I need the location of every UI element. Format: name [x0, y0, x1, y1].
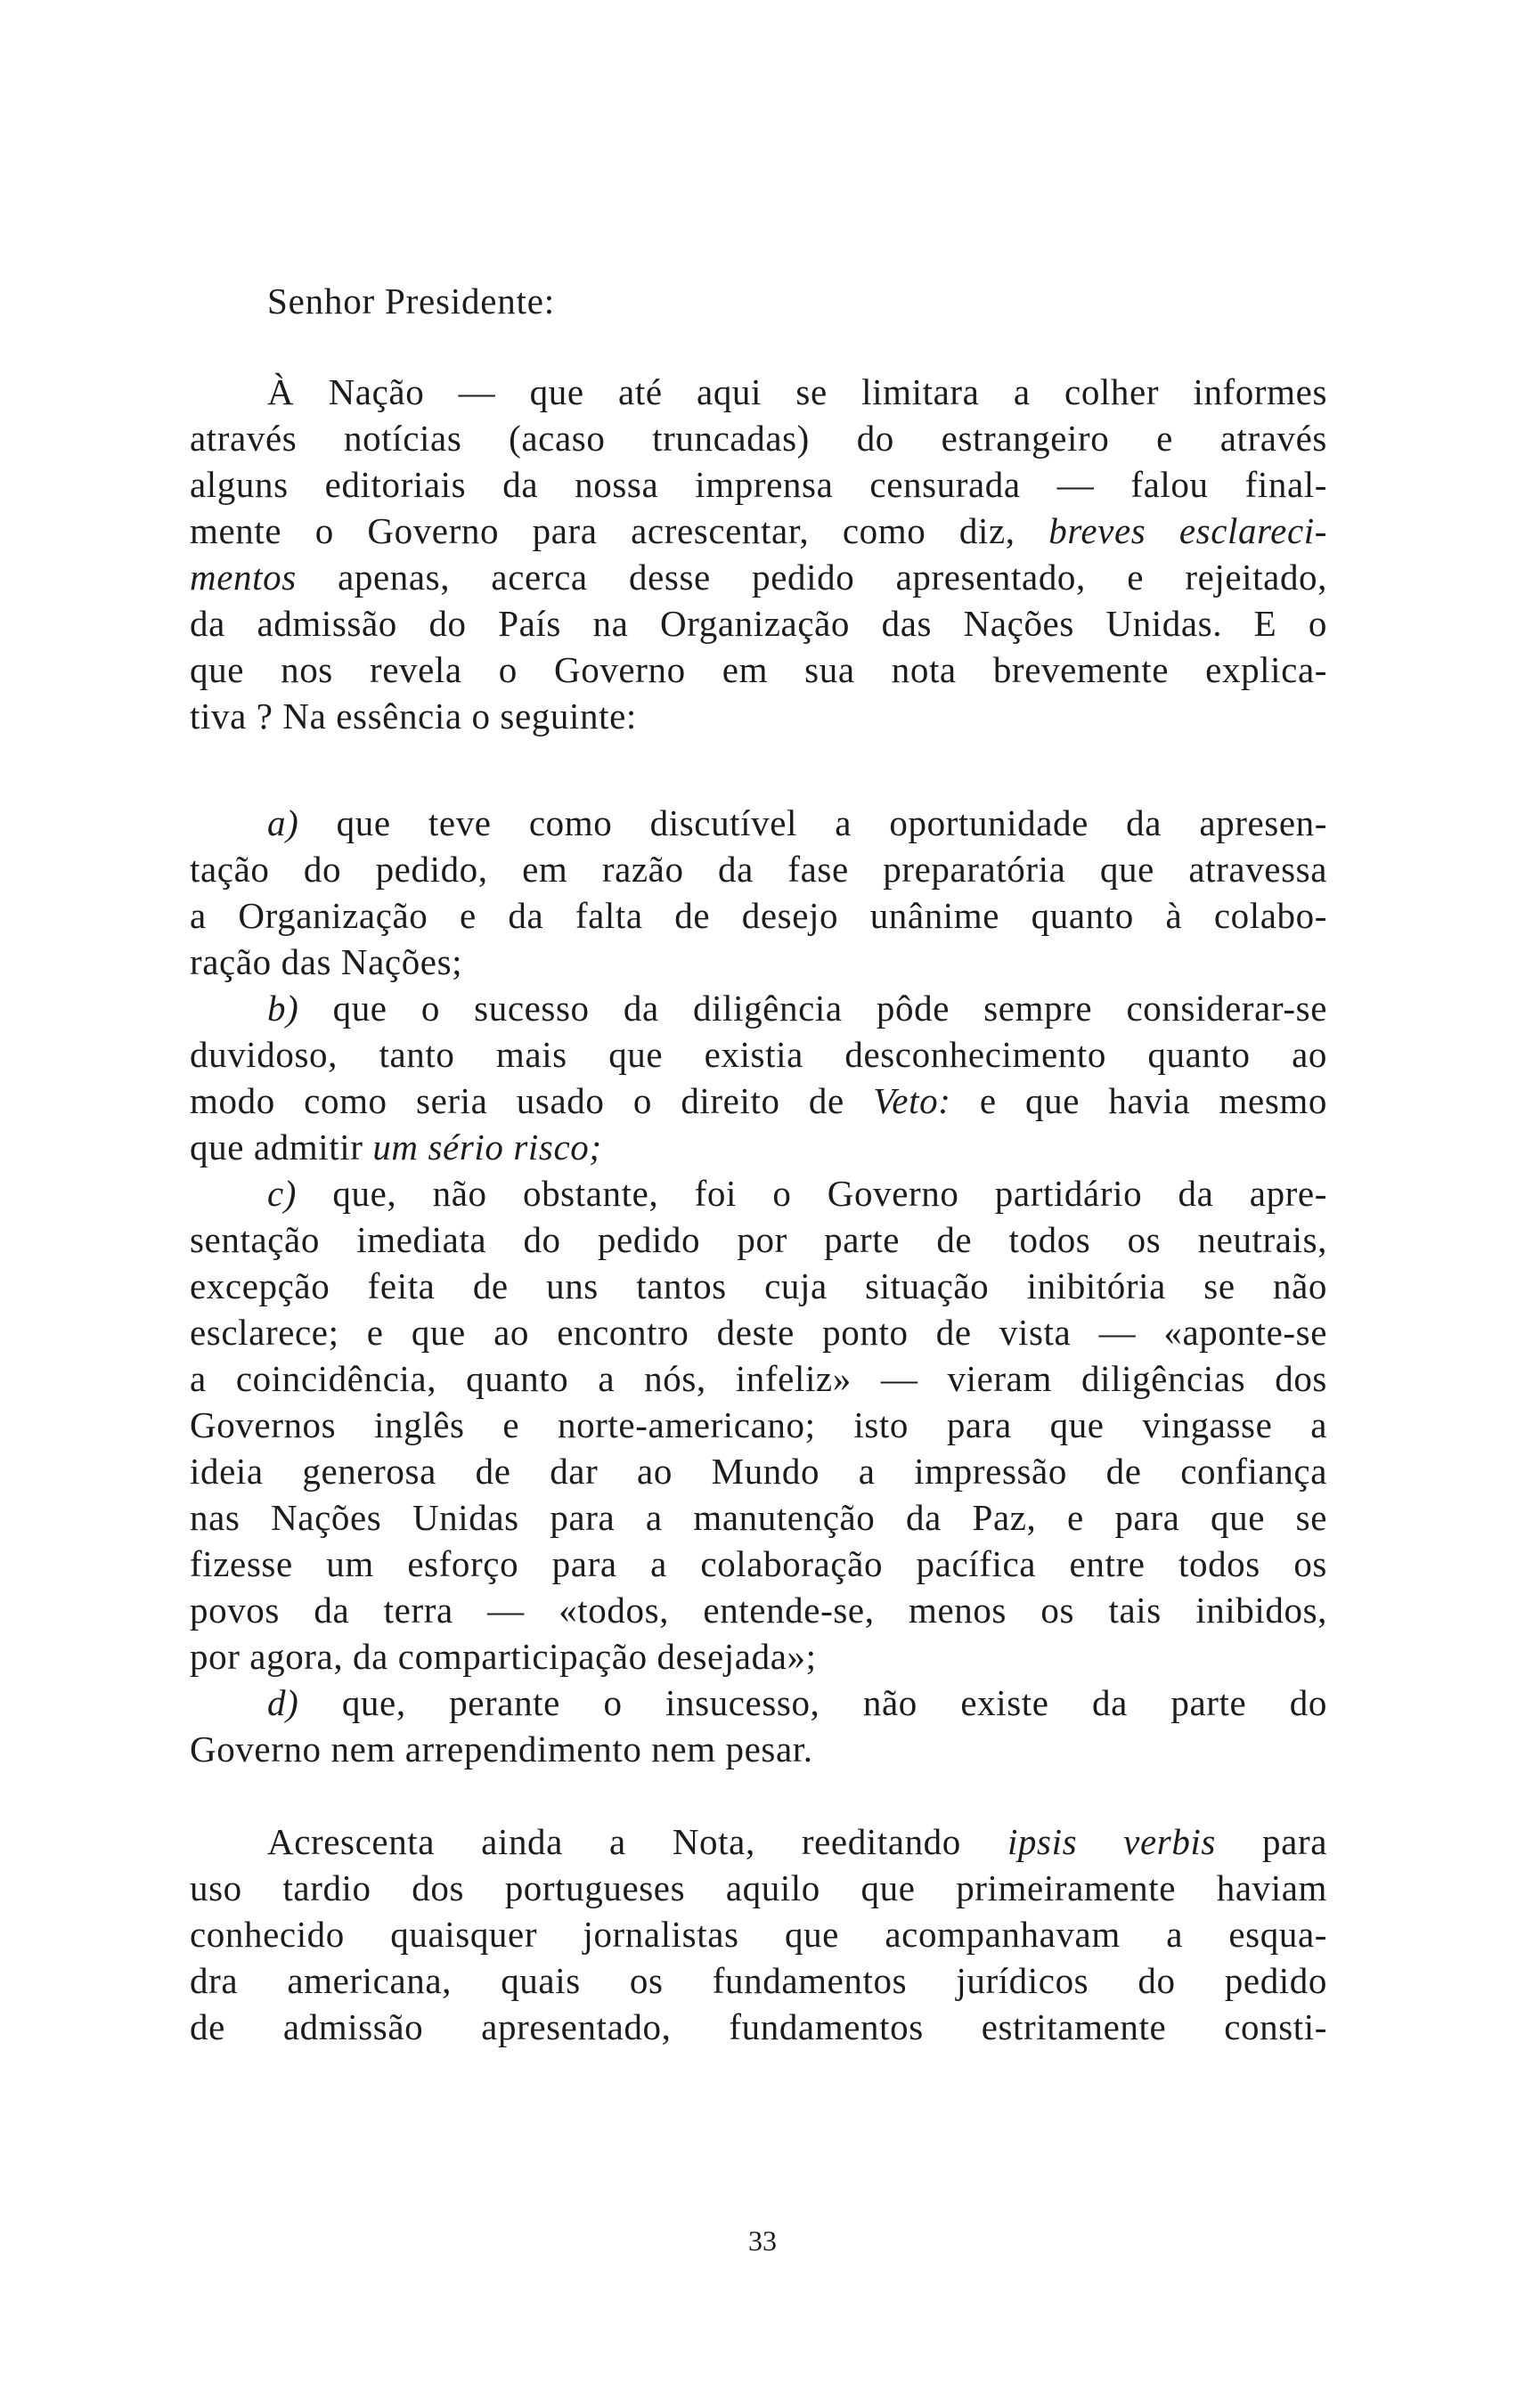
text-line: Governos inglês e norte-americano; isto para que vingasse a	[190, 1404, 1327, 1445]
text-line: que admitir um sério risco;	[190, 1127, 602, 1167]
text-line: À Nação — que até aqui se limitara a colher informes	[267, 371, 1327, 412]
text-line: alguns editoriais da nossa imprensa censurada — falou final-	[190, 464, 1327, 505]
list-item-d	[190, 1680, 1327, 1772]
text-line: fizesse um esforço para a colaboração pacífica entre todos os	[190, 1543, 1327, 1584]
list-item-c	[190, 1170, 1327, 1680]
list-marker: c)	[267, 1173, 298, 1214]
text-line: a) que teve como discutível a oportunidade da apresen-	[267, 802, 1328, 843]
text-line: da admissão do País na Organização das Nações Unidas. E o	[190, 603, 1327, 644]
salutation: Senhor Presidente:	[267, 281, 555, 321]
text-line: ração das Nações;	[190, 941, 463, 982]
text-line: mente o Governo para acrescentar, como diz, breves esclareci-	[190, 510, 1327, 551]
list-item-a	[190, 800, 1327, 985]
text-line: tação do pedido, em razão da fase preparatória que atravessa	[190, 849, 1327, 890]
page-number: 33	[748, 2225, 777, 2257]
list-marker: b)	[267, 988, 299, 1029]
italic-phrase: um sério risco;	[372, 1127, 602, 1167]
list-item-b	[190, 985, 1327, 1170]
text-line: ideia generosa de dar ao Mundo a impressão de confiança	[190, 1451, 1327, 1492]
text-line: sentação imediata do pedido por parte de todos os neutrais,	[190, 1219, 1327, 1260]
text-line: por agora, da comparticipação desejada»;	[190, 1636, 817, 1677]
text-line: excepção feita de uns tantos cuja situação inibitória se não	[190, 1265, 1327, 1306]
text-line: Governo nem arrependimento nem pesar.	[190, 1729, 813, 1769]
text-line: através notícias (acaso truncadas) do estrangeiro e através	[190, 418, 1327, 459]
text-line: mentos apenas, acerca desse pedido apresentado, e rejeitado,	[190, 557, 1327, 598]
list-marker: d)	[267, 1682, 299, 1723]
text-line: povos da terra — «todos, entende-se, menos os tais inibidos,	[190, 1590, 1327, 1631]
text-line: duvidoso, tanto mais que existia desconhecimento quanto ao	[190, 1034, 1327, 1075]
paragraph-1	[190, 369, 1327, 739]
text-line: tiva ? Na essência o seguinte:	[190, 696, 637, 736]
text-line: a Organização e da falta de desejo unânime quanto à colabo-	[190, 895, 1327, 936]
text-line: conhecido quaisquer jornalistas que acompanhavam a esqua-	[190, 1914, 1327, 1955]
text-line: nas Nações Unidas para a manutenção da Paz, e para que se	[190, 1497, 1327, 1538]
italic-phrase: ipsis verbis	[1007, 1821, 1216, 1862]
text-line: dra americana, quais os fundamentos jurídicos do pedido	[190, 1960, 1327, 2001]
text-line: uso tardio dos portugueses aquilo que primeiramente haviam	[190, 1867, 1327, 1908]
italic-phrase: Veto:	[873, 1080, 951, 1121]
text-line: c) que, não obstante, foi o Governo partidário da apre-	[267, 1173, 1327, 1214]
text-line: que nos revela o Governo em sua nota brevemente explica-	[190, 649, 1327, 690]
italic-phrase: breves esclareci-	[1048, 510, 1327, 551]
list-marker: a)	[267, 802, 299, 843]
text-line: a coincidência, quanto a nós, infeliz» — vieram diligências dos	[190, 1358, 1327, 1399]
italic-phrase: mentos	[190, 557, 297, 598]
paragraph-2	[190, 1818, 1327, 2050]
text-line: de admissão apresentado, fundamentos estritamente consti-	[190, 2006, 1327, 2047]
text-line: modo como seria usado o direito de Veto: e que havia mesmo	[190, 1080, 1327, 1121]
text-line: d) que, perante o insucesso, não existe da parte do	[267, 1682, 1327, 1723]
text-line: Acrescenta ainda a Nota, reeditando ipsis verbis para	[267, 1821, 1327, 1862]
text-line: esclarece; e que ao encontro deste ponto de vista — «aponte-se	[190, 1312, 1327, 1353]
text-line: b) que o sucesso da diligência pôde sempre considerar-se	[267, 988, 1327, 1029]
